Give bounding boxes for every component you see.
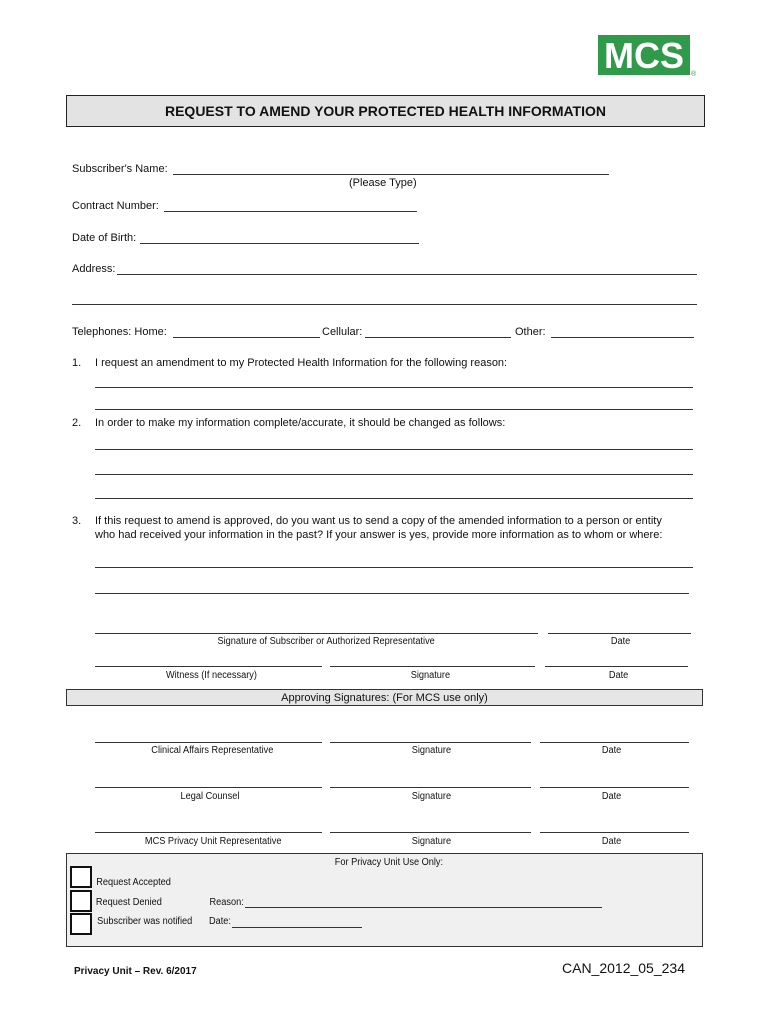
question-3-answer-line-1[interactable] bbox=[95, 567, 693, 568]
other-phone-label: Other: bbox=[515, 326, 546, 338]
date-of-birth-field[interactable] bbox=[140, 243, 419, 244]
subscriber-notified-checkbox[interactable] bbox=[70, 913, 92, 935]
clinical-affairs-signature-caption: Signature bbox=[411, 745, 452, 756]
subscriber-date-caption: Date bbox=[610, 636, 631, 647]
clinical-affairs-date-caption: Date bbox=[601, 745, 622, 756]
other-phone-field[interactable] bbox=[551, 337, 694, 338]
question-1-answer-line-1[interactable] bbox=[95, 387, 693, 388]
mcs-logo bbox=[598, 35, 697, 78]
clinical-affairs-signature-field[interactable] bbox=[330, 742, 531, 743]
document-title-box bbox=[66, 95, 705, 127]
clinical-affairs-caption: Clinical Affairs Representative bbox=[151, 745, 274, 756]
request-denied-checkbox[interactable] bbox=[70, 890, 92, 912]
witness-date-field[interactable] bbox=[545, 666, 688, 667]
footer-document-code: CAN_2012_05_234 bbox=[562, 960, 685, 976]
privacy-rep-date-caption: Date bbox=[601, 836, 622, 847]
subscriber-date-field[interactable] bbox=[548, 633, 691, 634]
approving-signatures-title: Approving Signatures: (For MCS use only) bbox=[281, 691, 488, 704]
clinical-affairs-date-field[interactable] bbox=[540, 742, 689, 743]
address-label: Address: bbox=[72, 263, 116, 275]
date-of-birth-label: Date of Birth: bbox=[72, 232, 137, 244]
request-accepted-label: Request Accepted bbox=[96, 877, 171, 888]
subscriber-name-label: Subscriber's Name: bbox=[72, 163, 168, 175]
reason-field[interactable] bbox=[245, 907, 602, 908]
witness-date-caption: Date bbox=[608, 670, 629, 681]
request-denied-label: Request Denied bbox=[95, 897, 162, 908]
witness-signature-caption: Signature bbox=[410, 670, 451, 681]
question-1-text: I request an amendment to my Protected Health Information for the following reason: bbox=[95, 357, 508, 369]
document-title: REQUEST TO AMEND YOUR PROTECTED HEALTH INFORMATION bbox=[164, 103, 606, 119]
reason-label: Reason: bbox=[209, 897, 244, 908]
question-3-text-line-1: If this request to amend is approved, do you want us to send a copy of the amended information to a person or entity bbox=[95, 515, 662, 527]
privacy-rep-caption: MCS Privacy Unit Representative bbox=[144, 836, 282, 847]
privacy-rep-date-field[interactable] bbox=[540, 832, 689, 833]
privacy-rep-signature-caption: Signature bbox=[411, 836, 452, 847]
legal-counsel-signature-caption: Signature bbox=[411, 791, 452, 802]
address-field-line-2[interactable] bbox=[72, 304, 697, 305]
legal-counsel-date-caption: Date bbox=[601, 791, 622, 802]
address-field-line-1[interactable] bbox=[117, 274, 697, 275]
cellular-label: Cellular: bbox=[322, 326, 363, 338]
privacy-rep-signature-field[interactable] bbox=[330, 832, 531, 833]
contract-number-label: Contract Number: bbox=[72, 200, 159, 212]
witness-signature-field[interactable] bbox=[330, 666, 535, 667]
legal-counsel-name-field[interactable] bbox=[95, 787, 322, 788]
legal-counsel-caption: Legal Counsel bbox=[180, 791, 240, 802]
subscriber-notified-label: Subscriber was notified bbox=[97, 916, 193, 927]
cellular-field[interactable] bbox=[365, 337, 511, 338]
notified-date-field[interactable] bbox=[232, 927, 362, 928]
question-2-number: 2. bbox=[72, 417, 82, 429]
subscriber-signature-caption: Signature of Subscriber or Authorized Representative bbox=[217, 636, 435, 647]
question-3-answer-line-2[interactable] bbox=[95, 593, 689, 594]
approving-signatures-header bbox=[66, 689, 703, 706]
footer-revision: Privacy Unit – Rev. 6/2017 bbox=[74, 966, 197, 977]
legal-counsel-date-field[interactable] bbox=[540, 787, 689, 788]
request-accepted-checkbox[interactable] bbox=[70, 866, 92, 888]
privacy-unit-header: For Privacy Unit Use Only: bbox=[334, 857, 444, 868]
question-1-number: 1. bbox=[72, 357, 82, 369]
telephone-home-field[interactable] bbox=[173, 337, 320, 338]
subscriber-signature-field[interactable] bbox=[95, 633, 538, 634]
privacy-rep-name-field[interactable] bbox=[95, 832, 322, 833]
witness-name-field[interactable] bbox=[95, 666, 322, 667]
notified-date-label: Date: bbox=[208, 916, 231, 927]
logo-text: MCS bbox=[604, 35, 684, 76]
witness-caption: Witness (If necessary) bbox=[165, 670, 257, 681]
question-3-text-line-2: who had received your information in the past? If your answer is yes, provide more information as to whom or where: bbox=[95, 529, 663, 541]
question-2-answer-line-3[interactable] bbox=[95, 498, 693, 499]
question-2-text: In order to make my information complete/accurate, it should be changed as follows: bbox=[95, 417, 506, 429]
contract-number-field[interactable] bbox=[164, 211, 417, 212]
clinical-affairs-name-field[interactable] bbox=[95, 742, 322, 743]
question-3-number: 3. bbox=[72, 515, 82, 527]
subscriber-name-field[interactable] bbox=[173, 174, 609, 175]
legal-counsel-signature-field[interactable] bbox=[330, 787, 531, 788]
question-1-answer-line-2[interactable] bbox=[95, 409, 693, 410]
question-2-answer-line-1[interactable] bbox=[95, 449, 693, 450]
logo-registered-mark: ® bbox=[691, 71, 697, 78]
please-type-note: (Please Type) bbox=[349, 177, 417, 189]
question-2-answer-line-2[interactable] bbox=[95, 474, 693, 475]
telephone-home-label: Telephones: Home: bbox=[72, 326, 167, 338]
